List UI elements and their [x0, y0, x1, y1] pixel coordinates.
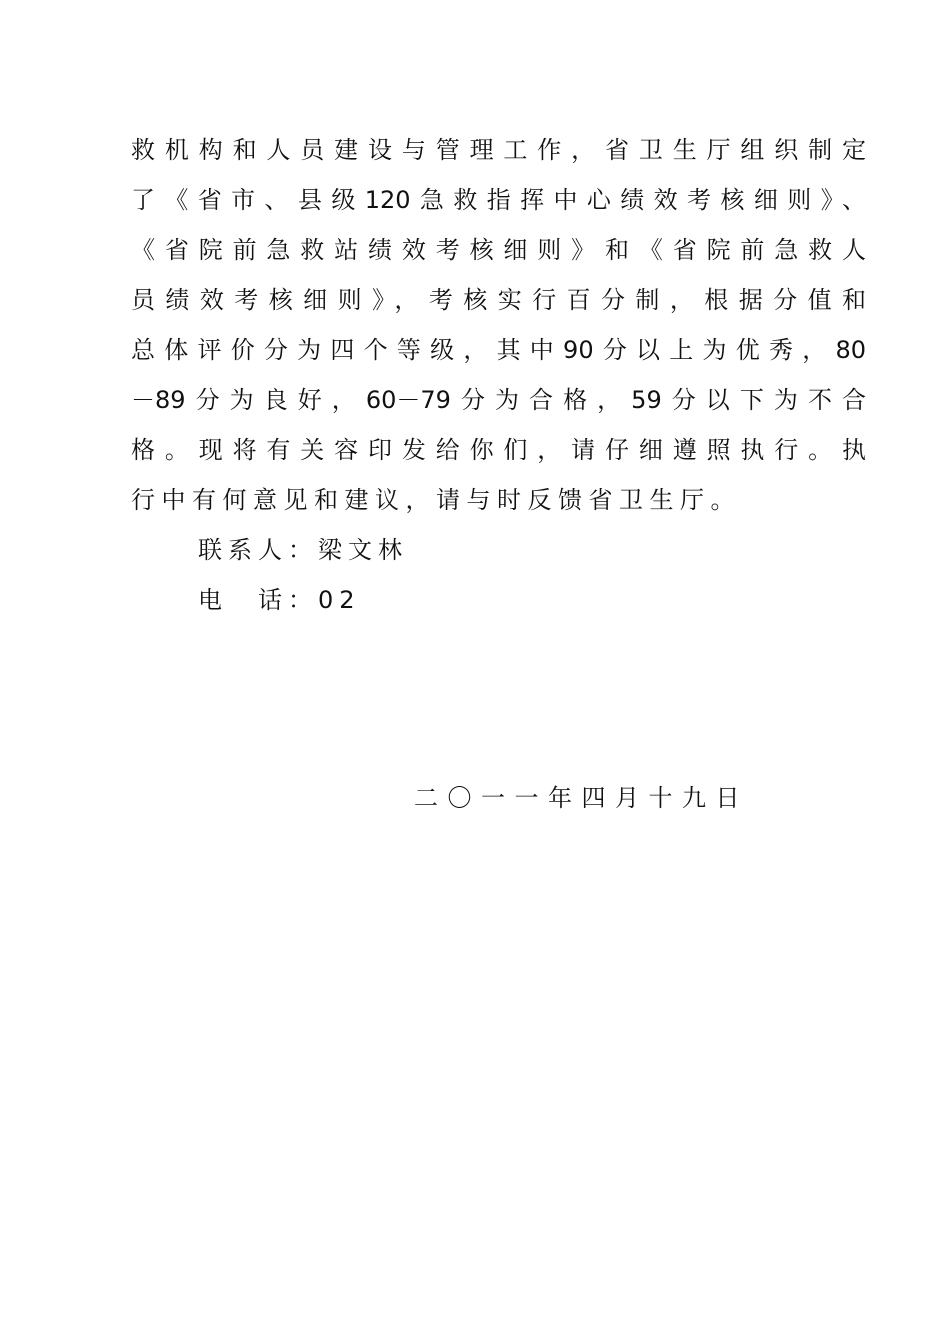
body-line-4: 员绩效考核细则》，考核实行百分制，根据分值和 [131, 286, 866, 314]
body-line-5: 总体评价分为四个等级，其中90分以上为优秀，80 [131, 336, 866, 364]
contact-phone: 电 话：02 [198, 586, 361, 614]
body-line-2: 了《省市、县级120急救指挥中心绩效考核细则》、 [131, 186, 866, 214]
body-line-1: 救机构和人员建设与管理工作，省卫生厅组织制定 [131, 136, 866, 164]
body-line-7: 格。现将有关容印发给你们，请仔细遵照执行。执 [131, 436, 866, 464]
contact-person: 联系人：梁文林 [198, 536, 408, 564]
body-line-8: 行中有何意见和建议，请与时反馈省卫生厅。 [131, 486, 741, 514]
body-line-3: 《省院前急救站绩效考核细则》和《省院前急救人 [131, 236, 866, 264]
body-line-6: －89分为良好，60－79分为合格，59分以下为不合 [131, 386, 866, 414]
document-date: 二〇一一年四月十九日 [414, 784, 749, 812]
